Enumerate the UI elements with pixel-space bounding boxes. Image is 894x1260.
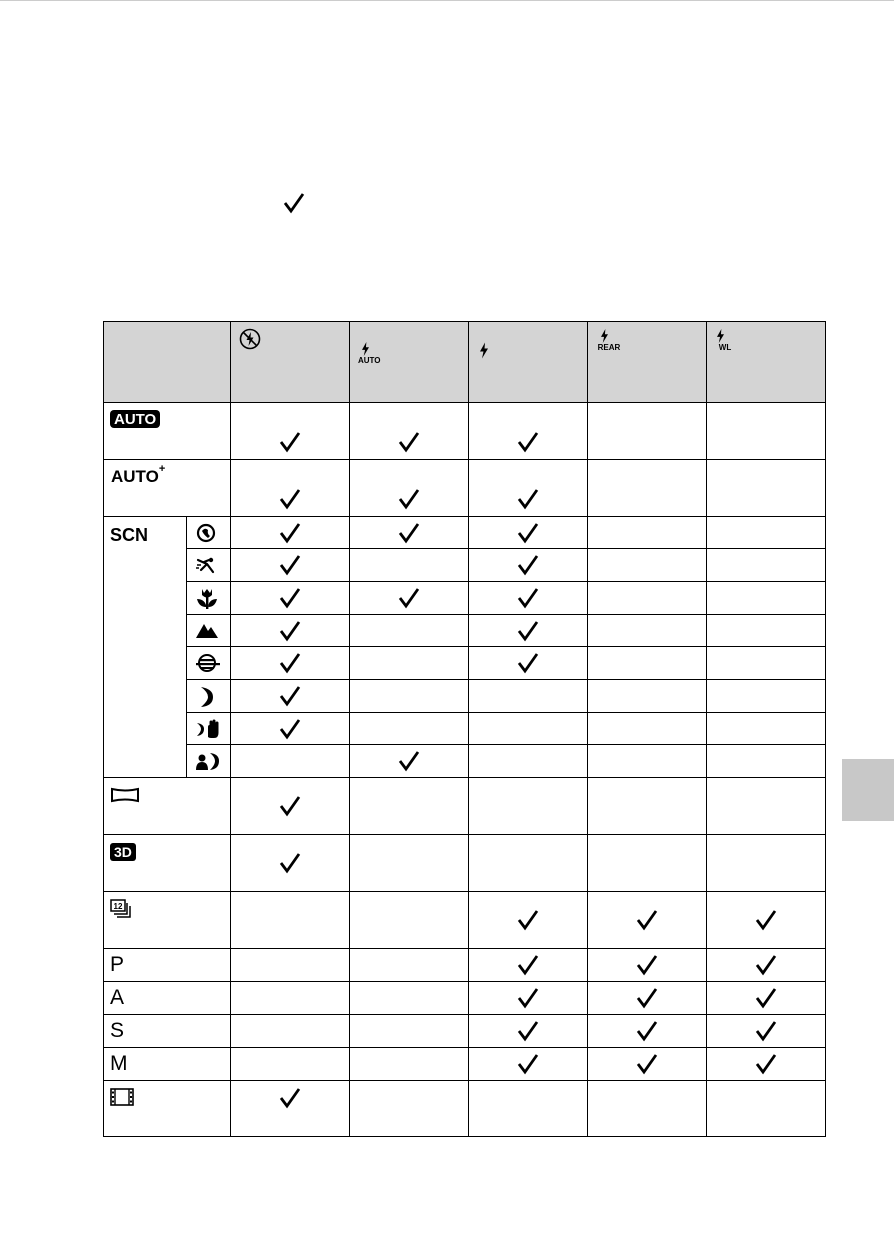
scene-icon-cell xyxy=(187,549,231,582)
flash-on-icon xyxy=(479,342,489,359)
superior-auto-label: AUTO+ xyxy=(111,463,166,486)
cell-check xyxy=(707,1015,826,1048)
cell-check xyxy=(469,517,588,549)
table-header-row xyxy=(104,322,826,403)
check-icon xyxy=(517,954,539,976)
cell-empty xyxy=(350,835,469,892)
check-icon xyxy=(279,1087,301,1109)
night-scene-icon xyxy=(195,685,217,709)
scene-icon-cell xyxy=(187,647,231,680)
check-icon xyxy=(398,488,420,510)
cell-check xyxy=(469,982,588,1015)
table-row-s xyxy=(104,1015,826,1048)
table-row-scn-portrait xyxy=(104,517,826,549)
table-row-auto xyxy=(104,403,826,460)
cell-check xyxy=(469,460,588,517)
cell-empty xyxy=(350,949,469,982)
check-icon xyxy=(279,852,301,874)
cell-empty xyxy=(588,403,707,460)
header-flash-wireless xyxy=(707,322,826,403)
portrait-icon xyxy=(195,522,217,544)
cell-empty xyxy=(350,778,469,835)
mode-cell-a xyxy=(104,982,231,1015)
cell-empty xyxy=(707,680,826,713)
cell-empty xyxy=(707,745,826,778)
cell-empty xyxy=(469,713,588,745)
cell-empty xyxy=(350,549,469,582)
flash-rear-icon xyxy=(600,329,609,343)
table-row-3d xyxy=(104,835,826,892)
cell-empty xyxy=(588,549,707,582)
table-row-scn-night xyxy=(104,680,826,713)
cell-empty xyxy=(350,615,469,647)
check-icon xyxy=(398,522,420,544)
intelligent-auto-badge: AUTO xyxy=(110,410,160,428)
sports-icon xyxy=(195,554,219,576)
night-portrait-icon xyxy=(195,750,221,772)
check-icon xyxy=(517,522,539,544)
header-flash-auto xyxy=(350,322,469,403)
cell-empty xyxy=(588,517,707,549)
flash-mode-table xyxy=(103,321,826,1137)
table-row-scn-macro xyxy=(104,582,826,615)
3d-badge: 3D xyxy=(110,843,136,861)
handheld-twilight-icon xyxy=(195,718,221,740)
cell-check xyxy=(469,647,588,680)
header-flash-rear xyxy=(588,322,707,403)
cell-empty xyxy=(588,647,707,680)
cell-empty xyxy=(588,713,707,745)
cell-empty xyxy=(707,713,826,745)
cell-check xyxy=(350,460,469,517)
check-icon xyxy=(279,718,301,740)
cell-check xyxy=(350,582,469,615)
header-flash-on xyxy=(469,322,588,403)
check-icon xyxy=(279,620,301,642)
cell-check xyxy=(231,680,350,713)
mode-cell-panorama xyxy=(104,778,231,835)
table-row-movie xyxy=(104,1081,826,1137)
cell-check xyxy=(231,713,350,745)
check-icon xyxy=(517,431,539,453)
cell-check xyxy=(231,517,350,549)
cell-check xyxy=(588,1015,707,1048)
cell-check xyxy=(588,949,707,982)
check-icon xyxy=(517,652,539,674)
cell-empty xyxy=(350,892,469,949)
cell-check xyxy=(231,403,350,460)
cell-check xyxy=(469,1048,588,1081)
cell-empty xyxy=(231,982,350,1015)
cell-empty xyxy=(231,892,350,949)
cell-check xyxy=(231,778,350,835)
cell-empty xyxy=(469,778,588,835)
movie-icon xyxy=(110,1088,134,1106)
cell-empty xyxy=(707,403,826,460)
table-row-scn-night-portrait xyxy=(104,745,826,778)
cell-empty xyxy=(588,460,707,517)
check-icon xyxy=(283,192,305,214)
check-icon xyxy=(755,909,777,931)
cell-empty xyxy=(231,949,350,982)
cell-empty xyxy=(350,680,469,713)
top-rule xyxy=(0,0,894,1)
header-corner xyxy=(104,322,231,403)
flash-auto-label: AUTO xyxy=(358,356,381,365)
table-row-auto-plus xyxy=(104,460,826,517)
cell-empty xyxy=(707,835,826,892)
cell-check xyxy=(231,549,350,582)
cell-check xyxy=(469,549,588,582)
cell-empty xyxy=(588,835,707,892)
section-tab[interactable] xyxy=(842,759,894,821)
cell-empty xyxy=(350,982,469,1015)
cell-empty xyxy=(231,1015,350,1048)
check-icon xyxy=(636,1053,658,1075)
mode-cell-continuous xyxy=(104,892,231,949)
check-icon xyxy=(636,954,658,976)
mode-cell-movie xyxy=(104,1081,231,1137)
cell-check xyxy=(469,1015,588,1048)
cell-empty xyxy=(469,745,588,778)
cell-empty xyxy=(707,615,826,647)
cell-check xyxy=(588,1048,707,1081)
cell-empty xyxy=(350,713,469,745)
cell-empty xyxy=(350,1015,469,1048)
table-row-scn-sports xyxy=(104,549,826,582)
table-row-p xyxy=(104,949,826,982)
flash-rear-label: REAR xyxy=(597,343,621,352)
check-icon xyxy=(517,554,539,576)
check-icon xyxy=(517,1053,539,1075)
check-icon xyxy=(279,652,301,674)
cell-empty xyxy=(707,517,826,549)
cell-check xyxy=(350,403,469,460)
continuous-priority-ae-icon xyxy=(110,899,134,919)
check-icon xyxy=(755,987,777,1009)
mode-cell-s xyxy=(104,1015,231,1048)
check-icon xyxy=(636,909,658,931)
scene-selection-label: SCN xyxy=(110,525,149,545)
cell-check xyxy=(469,892,588,949)
check-icon xyxy=(398,750,420,772)
table-row-a xyxy=(104,982,826,1015)
scene-icon-cell xyxy=(187,713,231,745)
cell-empty xyxy=(231,745,350,778)
mode-cell-p xyxy=(104,949,231,982)
program-mode-label: P xyxy=(110,953,125,976)
cell-empty xyxy=(469,1081,588,1137)
check-icon xyxy=(279,795,301,817)
table-row-scn-sunset xyxy=(104,647,826,680)
check-icon xyxy=(279,488,301,510)
cell-check xyxy=(350,517,469,549)
mode-cell-auto xyxy=(104,403,231,460)
cell-empty xyxy=(588,615,707,647)
cell-check xyxy=(469,403,588,460)
cell-empty xyxy=(707,778,826,835)
cell-empty xyxy=(350,1081,469,1137)
check-icon xyxy=(517,587,539,609)
cell-check xyxy=(707,892,826,949)
svg-text:12: 12 xyxy=(113,902,123,911)
check-icon xyxy=(755,954,777,976)
cell-empty xyxy=(350,647,469,680)
table-row-scn-handheld-twilight xyxy=(104,713,826,745)
check-icon xyxy=(279,685,301,707)
check-icon xyxy=(517,620,539,642)
cell-empty xyxy=(707,1081,826,1137)
table-row-panorama xyxy=(104,778,826,835)
cell-empty xyxy=(350,1048,469,1081)
cell-empty xyxy=(469,835,588,892)
table-row-continuous xyxy=(104,892,826,949)
cell-empty xyxy=(231,1048,350,1081)
scene-icon-cell xyxy=(187,745,231,778)
cell-empty xyxy=(707,647,826,680)
flash-wireless-icon xyxy=(716,329,725,343)
check-icon xyxy=(279,587,301,609)
cell-check xyxy=(231,582,350,615)
shutter-mode-label: S xyxy=(110,1019,125,1042)
cell-check xyxy=(231,615,350,647)
check-icon xyxy=(517,488,539,510)
cell-check xyxy=(707,982,826,1015)
check-icon xyxy=(279,431,301,453)
cell-empty xyxy=(707,549,826,582)
cell-empty xyxy=(469,680,588,713)
header-flash-off xyxy=(231,322,350,403)
check-icon xyxy=(398,587,420,609)
flash-wireless-label: WL xyxy=(718,343,732,352)
scene-icon-cell xyxy=(187,615,231,647)
check-icon xyxy=(636,1020,658,1042)
cell-check xyxy=(469,615,588,647)
cell-check xyxy=(469,949,588,982)
flash-off-icon xyxy=(239,328,261,350)
cell-empty xyxy=(707,460,826,517)
cell-check xyxy=(707,949,826,982)
scene-icon-cell xyxy=(187,517,231,549)
cell-check xyxy=(588,982,707,1015)
scene-icon-cell xyxy=(187,582,231,615)
table-row-m xyxy=(104,1048,826,1081)
cell-empty xyxy=(588,1081,707,1137)
check-icon xyxy=(755,1053,777,1075)
cell-check xyxy=(231,835,350,892)
check-icon xyxy=(517,987,539,1009)
cell-check xyxy=(231,647,350,680)
aperture-mode-label: A xyxy=(110,986,125,1009)
sunset-icon xyxy=(195,652,221,674)
panorama-icon xyxy=(110,787,140,803)
mode-cell-scn xyxy=(104,517,187,778)
mode-cell-3d xyxy=(104,835,231,892)
cell-empty xyxy=(588,582,707,615)
cell-check xyxy=(707,1048,826,1081)
check-icon xyxy=(398,431,420,453)
check-icon xyxy=(755,1020,777,1042)
table-row-scn-landscape xyxy=(104,615,826,647)
cell-empty xyxy=(588,680,707,713)
scene-icon-cell xyxy=(187,680,231,713)
macro-icon xyxy=(195,587,219,611)
flash-auto-icon xyxy=(361,342,370,356)
check-icon xyxy=(517,1020,539,1042)
cell-check xyxy=(588,892,707,949)
check-icon xyxy=(279,522,301,544)
manual-mode-label: M xyxy=(110,1052,128,1075)
cell-empty xyxy=(588,778,707,835)
landscape-icon xyxy=(195,620,219,640)
cell-check xyxy=(350,745,469,778)
check-icon xyxy=(517,909,539,931)
check-icon xyxy=(279,554,301,576)
cell-check xyxy=(231,460,350,517)
cell-empty xyxy=(707,582,826,615)
check-icon xyxy=(636,987,658,1009)
cell-empty xyxy=(588,745,707,778)
mode-cell-m xyxy=(104,1048,231,1081)
mode-cell-auto-plus xyxy=(104,460,231,517)
cell-check xyxy=(469,582,588,615)
cell-check xyxy=(231,1081,350,1137)
